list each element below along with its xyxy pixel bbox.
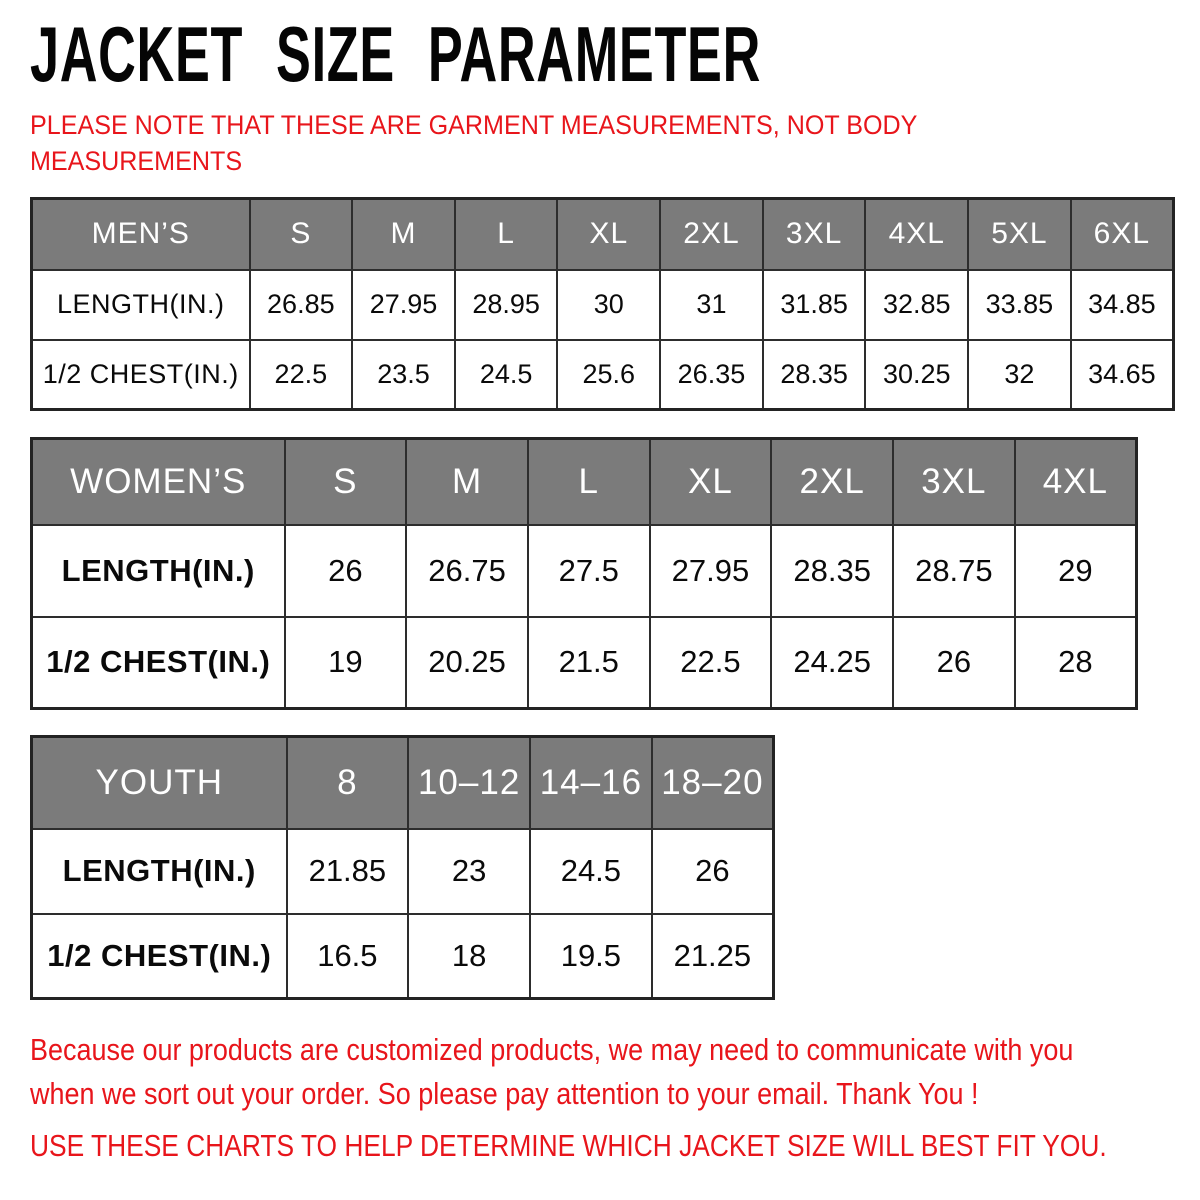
womens-value-cell: 26 [893,617,1015,709]
womens-value-cell: 19 [285,617,407,709]
womens-value-cell: 28.35 [771,525,893,617]
mens-value-cell: 23.5 [352,340,455,410]
garment-measurement-note [30,108,984,180]
mens-size-header-cell: 6XL [1071,199,1174,270]
mens-size-header-cell: L [455,199,558,270]
womens-measurement-row [32,525,1137,617]
mens-value-cell: 34.65 [1071,340,1174,410]
youth-size-table [30,735,775,1000]
youth-size-header-cell: 14–16 [530,737,652,829]
mens-row-label-cell: LENGTH(IN.) [32,270,250,340]
page-title: JACKET SIZE PARAMETER [30,10,761,98]
womens-size-header-cell: XL [650,439,772,525]
womens-value-cell: 27.95 [650,525,772,617]
mens-measurement-row [32,340,1174,410]
mens-size-header-cell: XL [557,199,660,270]
mens-size-header-cell: M [352,199,455,270]
womens-value-cell: 24.25 [771,617,893,709]
customization-notice-line-2: when we sort out your order. So please pay attention to your email. Thank You ! [30,1076,979,1112]
youth-value-cell: 26 [652,829,774,914]
mens-value-cell: 24.5 [455,340,558,410]
womens-group-title-cell: WOMEN’S [32,439,285,525]
youth-measurement-row [32,829,774,914]
garment-note-line-1: PLEASE NOTE THAT THESE ARE GARMENT MEASUREMENTS, NOT BODY [30,110,918,140]
mens-header-row [32,199,1174,270]
womens-value-cell: 22.5 [650,617,772,709]
womens-size-table [30,437,1138,710]
youth-value-cell: 23 [408,829,530,914]
youth-measurement-row [32,914,774,999]
youth-value-cell: 16.5 [287,914,409,999]
womens-size-header-cell: 2XL [771,439,893,525]
womens-row-label-cell: LENGTH(IN.) [32,525,285,617]
womens-value-cell: 26.75 [406,525,528,617]
mens-value-cell: 30.25 [865,340,968,410]
womens-size-header-cell: S [285,439,407,525]
mens-measurement-row [32,270,1174,340]
mens-size-header-cell: S [250,199,353,270]
fit-instruction-line: USE THESE CHARTS TO HELP DETERMINE WHICH JACKET SIZE WILL BEST FIT YOU. [30,1128,1107,1163]
youth-value-cell: 21.85 [287,829,409,914]
mens-size-header-cell: 2XL [660,199,763,270]
mens-value-cell: 28.35 [763,340,866,410]
mens-value-cell: 31 [660,270,763,340]
customization-notice [30,1028,1200,1116]
mens-size-header-cell: 3XL [763,199,866,270]
womens-value-cell: 28.75 [893,525,1015,617]
youth-group-title-cell: YOUTH [32,737,287,829]
womens-value-cell: 20.25 [406,617,528,709]
mens-size-table [30,197,1175,411]
garment-note-line-2: MEASUREMENTS [30,145,243,176]
mens-value-cell: 32 [968,340,1071,410]
womens-size-header-cell: L [528,439,650,525]
mens-value-cell: 33.85 [968,270,1071,340]
mens-value-cell: 32.85 [865,270,968,340]
mens-group-title-cell: MEN’S [32,199,250,270]
womens-size-header-cell: M [406,439,528,525]
womens-size-header-cell: 4XL [1015,439,1137,525]
womens-value-cell: 27.5 [528,525,650,617]
womens-value-cell: 26 [285,525,407,617]
womens-size-header-cell: 3XL [893,439,1015,525]
mens-row-label-cell: 1/2 CHEST(IN.) [32,340,250,410]
mens-value-cell: 22.5 [250,340,353,410]
mens-value-cell: 31.85 [763,270,866,340]
youth-value-cell: 24.5 [530,829,652,914]
fit-instruction [30,1128,1200,1164]
mens-value-cell: 25.6 [557,340,660,410]
youth-row-label-cell: LENGTH(IN.) [32,829,287,914]
womens-value-cell: 29 [1015,525,1137,617]
youth-row-label-cell: 1/2 CHEST(IN.) [32,914,287,999]
youth-value-cell: 18 [408,914,530,999]
mens-value-cell: 28.95 [455,270,558,340]
mens-size-header-cell: 5XL [968,199,1071,270]
mens-value-cell: 26.85 [250,270,353,340]
youth-header-row [32,737,774,829]
womens-measurement-row [32,617,1137,709]
mens-value-cell: 30 [557,270,660,340]
youth-size-header-cell: 18–20 [652,737,774,829]
womens-value-cell: 28 [1015,617,1137,709]
mens-size-header-cell: 4XL [865,199,968,270]
youth-size-header-cell: 10–12 [408,737,530,829]
mens-value-cell: 26.35 [660,340,763,410]
youth-value-cell: 19.5 [530,914,652,999]
womens-row-label-cell: 1/2 CHEST(IN.) [32,617,285,709]
womens-value-cell: 21.5 [528,617,650,709]
youth-value-cell: 21.25 [652,914,774,999]
womens-header-row [32,439,1137,525]
customization-notice-line-1: Because our products are customized products, we may need to communicate with you [30,1032,1074,1067]
mens-value-cell: 34.85 [1071,270,1174,340]
youth-size-header-cell: 8 [287,737,409,829]
mens-value-cell: 27.95 [352,270,455,340]
